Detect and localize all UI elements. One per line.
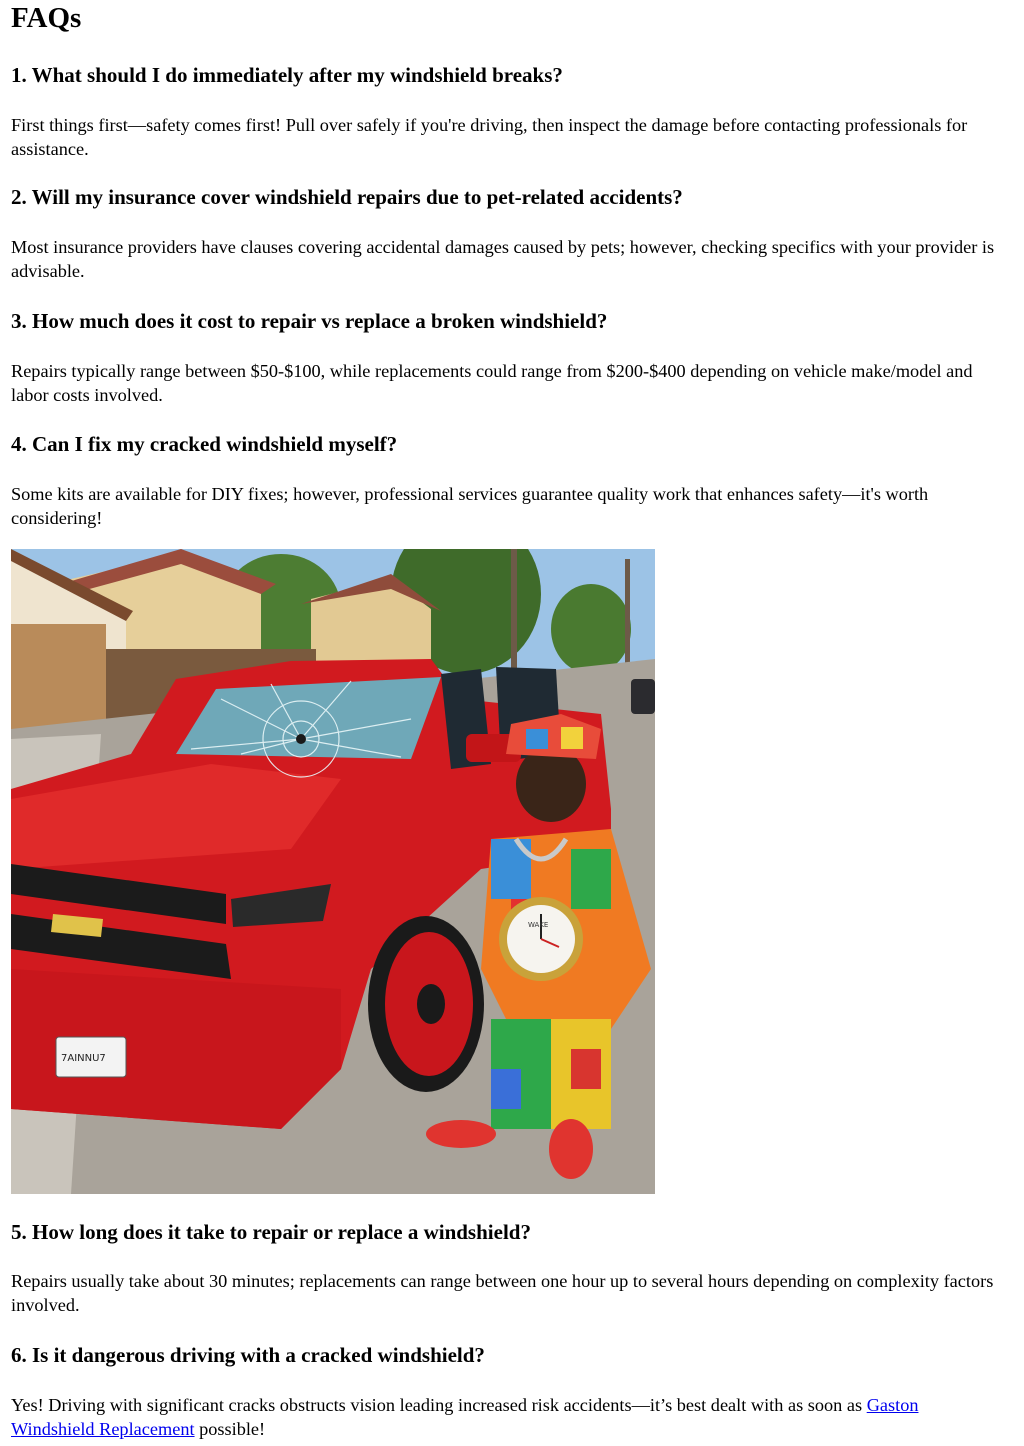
faq-question-5: 5. How long does it take to repair or replace a windshield? xyxy=(11,1220,531,1244)
article-image xyxy=(11,549,655,1194)
faq-answer-4: Some kits are available for DIY fixes; however, professional services guarantee quality work that enhances safety—it's worth considering! xyxy=(11,484,929,528)
faq-question-6: 6. Is it dangerous driving with a cracked windshield? xyxy=(11,1343,485,1367)
gaston-windshield-replacement-link[interactable]: Gaston Windshield Replacement xyxy=(11,1395,919,1439)
faq-question-4: 4. Can I fix my cracked windshield myself? xyxy=(11,432,398,456)
page-title: FAQs xyxy=(11,2,82,34)
faq-question-2: 2. Will my insurance cover windshield repairs due to pet-related accidents? xyxy=(11,185,683,209)
faq-answer-6-text-after: possible! xyxy=(194,1418,266,1439)
faq-answer-3: Repairs typically range between $50-$100, while replacements could range from $200-$400 depending on vehicle make/model and labor costs involved. xyxy=(11,361,973,405)
red-truck-cracked-windshield-image xyxy=(11,549,655,1194)
clock-face-text: WAKE xyxy=(528,921,549,929)
faq-answer-6-text-before: Yes! Driving with significant cracks obstructs vision leading increased risk accidents—it’s best dealt with as soon as xyxy=(11,1395,867,1415)
license-plate-text: 7AINNU7 xyxy=(61,1053,106,1064)
faq-answer-1: First things first—safety comes first! Pull over safely if you're driving, then inspect the damage before contacting professionals for assistance. xyxy=(11,115,968,159)
faq-question-3: 3. How much does it cost to repair vs replace a broken windshield? xyxy=(11,309,608,333)
faq-answer-6 xyxy=(11,1394,1001,1441)
faq-question-1: 1. What should I do immediately after my windshield breaks? xyxy=(11,63,563,87)
faq-answer-5: Repairs usually take about 30 minutes; replacements can range between one hour up to several hours depending on complexity factors involved. xyxy=(11,1271,994,1315)
faq-answer-2: Most insurance providers have clauses covering accidental damages caused by pets; however, checking specifics with your provider is advisable. xyxy=(11,237,995,281)
